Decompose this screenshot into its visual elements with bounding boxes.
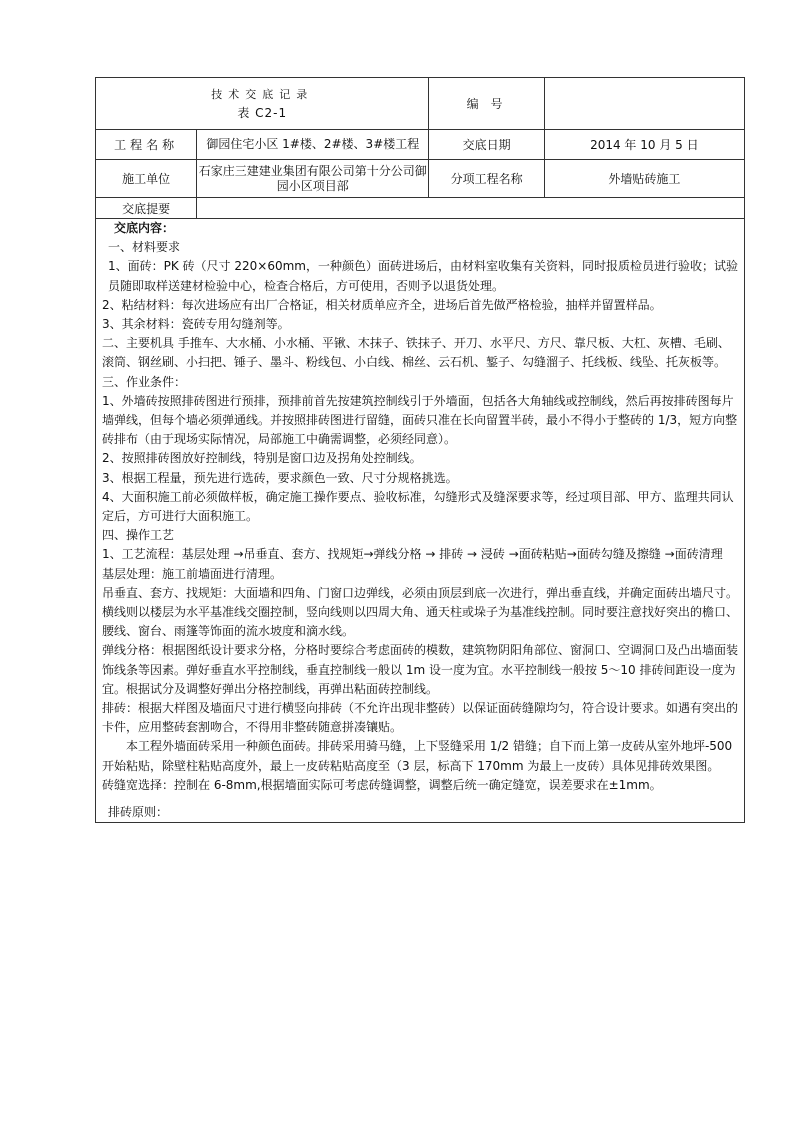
number-label: 编 号 bbox=[429, 78, 544, 130]
content-paragraph: 一、材料要求 bbox=[108, 240, 181, 255]
form-title: 技术交底记录 bbox=[211, 87, 314, 101]
project-label: 工程名称 bbox=[96, 130, 197, 160]
content-heading: 交底内容： bbox=[114, 221, 175, 235]
content-paragraph: 3、其余材料：瓷砖专用勾缝剂等。 bbox=[102, 317, 290, 332]
unit-value: 石家庄三建建业集团有限公司第十分公司御园小区项目部 bbox=[197, 160, 429, 198]
content-paragraph: 二、主要机具 手推车、大水桶、小水桶、平锹、木抹子、铁抹子、开刀、水平尺、方尺、靠尺板、大杠、灰槽、毛刷、滚筒、钢丝刷、小扫把、锤子、墨斗、粉线包、小白线、棉丝、云石机、錾子、勾缝溜子、托线板、线坠、托灰板等。 bbox=[102, 336, 730, 370]
content-paragraph: 排砖：根据大样图及墙面尺寸进行横竖向排砖（不允许出现非整砖）以保证面砖缝隙均匀，符合设计要求。如遇有突出的卡件，应用整砖套割吻合，不得用非整砖随意拼凑镶贴。 bbox=[102, 701, 739, 735]
form-title-cell bbox=[96, 78, 429, 130]
form-code: 表 C2-1 bbox=[237, 105, 288, 120]
project-value: 御园住宅小区 1#楼、2#楼、3#楼工程 bbox=[197, 130, 429, 160]
content-paragraph: 弹线分格：根据图纸设计要求分格，分格时要综合考虑面砖的模数，建筑物阴阳角部位、窗洞口、空调洞口及凸出墙面装饰线条等因素。弹好垂直水平控制线，垂直控制线一般以 1m 设一度为宜。水平控制线一般按 5～10 排砖间距设一度为宜。根据试分及调整好弹出分格控制线，再弹出粘面砖控制线。 bbox=[102, 643, 739, 696]
subproject-label: 分项工程名称 bbox=[429, 160, 544, 198]
content-paragraph: 吊垂直、套方、找规矩：大面墙和四角、门窗口边弹线，必须由顶层到底一次进行，弹出垂直线，并确定面砖出墙尺寸。横线则以楼层为水平基准线交圈控制，竖向线则以四周大角、通天柱或垛子为基准线控制。同时要注意找好突出的檐口、腰线、窗台、雨篷等饰面的流水坡度和滴水线。 bbox=[102, 585, 739, 639]
form-table bbox=[95, 77, 745, 823]
content-paragraph: 本工程外墙面砖采用一种颜色面砖。排砖采用骑马缝，上下竖缝采用 1/2 错缝；自下而上第一皮砖从室外地坪-500 开始粘贴，除壁柱粘贴高度外，最上一皮砖粘贴高度至（3 层，标高下 170mm 为最上一皮砖）具体见排砖效果图。 bbox=[102, 739, 733, 773]
briefing-content bbox=[96, 219, 745, 823]
content-paragraph: 2、粘结材料：每次进场应有出厂合格证，相关材质单应齐全，进场后首先做严格检验，抽样并留置样品。 bbox=[102, 297, 662, 312]
content-paragraph: 基层处理：施工前墙面进行清理。 bbox=[102, 566, 283, 581]
technical-briefing-form bbox=[95, 77, 745, 820]
content-paragraph: 1、外墙砖按照排砖图进行预排，预排前首先按建筑控制线引于外墙面，包括各大角轴线或控制线，然后再按排砖图每片墙弹线，但每个墙必须弹通线。并按照排砖图进行留缝，面砖只准在长向留置半砖，最小不得小于整砖的 1/3，短方向整砖排布（由于现场实际情况，局部施工中确需调整，必须经同意）。 bbox=[102, 393, 738, 447]
subproject-value: 外墙贴砖施工 bbox=[544, 160, 744, 198]
content-paragraph: 1、工艺流程：基层处理 →吊垂直、套方、找规矩→弹线分格 → 排砖 → 浸砖 →面砖粘贴→面砖勾缝及擦缝 →面砖清理 bbox=[102, 547, 723, 562]
content-paragraph: 3、根据工程量，预先进行选砖，要求颜色一致、尺寸分规格挑选。 bbox=[102, 470, 458, 485]
content-paragraph: 砖缝宽选择：控制在 6-8mm,根据墙面实际可考虑砖缝调整，调整后统一确定缝宽，误差要求在±1mm。 bbox=[102, 777, 662, 792]
number-value bbox=[544, 78, 744, 130]
summary-value bbox=[197, 198, 745, 219]
date-label: 交底日期 bbox=[429, 130, 544, 160]
content-paragraph: 四、操作工艺 bbox=[102, 528, 175, 543]
content-paragraph: 排砖原则： bbox=[108, 805, 169, 820]
content-paragraph: 2、按照排砖图放好控制线，特别是窗口边及拐角处控制线。 bbox=[102, 451, 422, 466]
content-paragraph: 三、作业条件： bbox=[102, 374, 187, 389]
content-paragraph: 4、大面积施工前必须做样板，确定施工操作要点、验收标准，勾缝形式及缝深要求等，经过项目部、甲方、监理共同认定后，方可进行大面积施工。 bbox=[102, 489, 734, 524]
content-paragraph: 1、面砖：PK 砖（尺寸 220×60mm，一种颜色）面砖进场后，由材料室收集有关资料，同时报质检员进行验收；试验员随即取样送建材检验中心，检查合格后，方可使用，否则予以退货处理。 bbox=[108, 259, 738, 293]
summary-label: 交底提要 bbox=[96, 198, 197, 219]
unit-label: 施工单位 bbox=[96, 160, 197, 198]
date-value: 2014 年 10 月 5 日 bbox=[544, 130, 744, 160]
